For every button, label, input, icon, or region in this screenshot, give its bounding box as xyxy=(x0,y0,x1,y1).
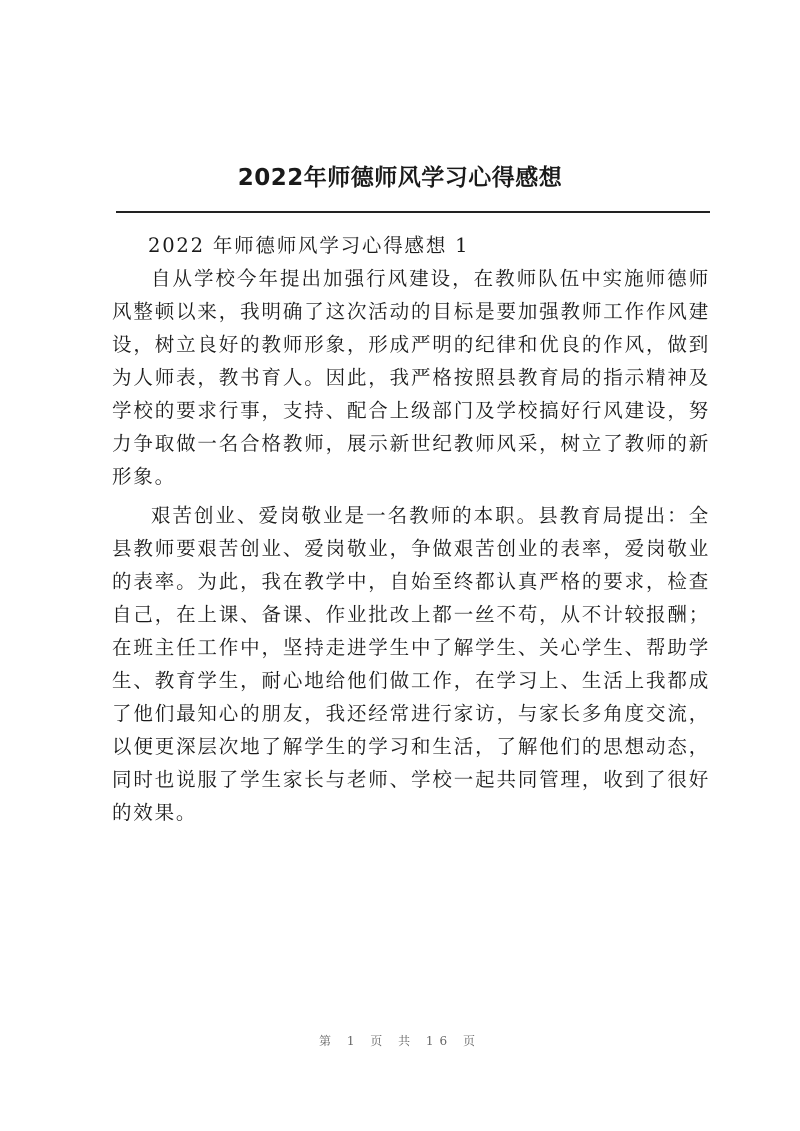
page-footer: 第 1 页 共 16 页 xyxy=(319,1034,481,1048)
document-body xyxy=(112,229,710,835)
paragraph-2: 艰苦创业、爱岗敬业是一名教师的本职。县教育局提出：全县教师要艰苦创业、爱岗敬业，争做艰苦创业的表率，爱岗敬业的表率。为此，我在教学中，自始至终都认真严格的要求，检查自己，在上课、备课、作业批改上都一丝不苟，从不计较报酬；在班主任工作中，坚持走进学生中了解学生、关心学生、帮助学生、教育学生，耐心地给他们做工作，在学习上、生活上我都成了他们最知心的朋友，我还经常进行家访，与家长多角度交流，以便更深层次地了解学生的学习和生活，了解他们的思想动态，同时也说服了学生家长与老师、学校一起共同管理，收到了很好的效果。 xyxy=(112,504,710,824)
document-title: 2022年师德师风学习心得感想 xyxy=(237,165,563,191)
section-subheading: 2022 年师德师风学习心得感想 1 xyxy=(148,234,470,257)
paragraph-1: 自从学校今年提出加强行风建设，在教师队伍中实施师德师风整顿以来，我明确了这次活动的目标是要加强教师工作作风建设，树立良好的教师形象，形成严明的纪律和优良的作风，做到为人师表，教书育人。因此，我严格按照县教育局的指示精神及学校的要求行事，支持、配合上级部门及学校搞好行风建设，努力争取做一名合格教师，展示新世纪教师风采，树立了教师的新形象。 xyxy=(112,267,710,488)
title-divider xyxy=(116,211,710,213)
